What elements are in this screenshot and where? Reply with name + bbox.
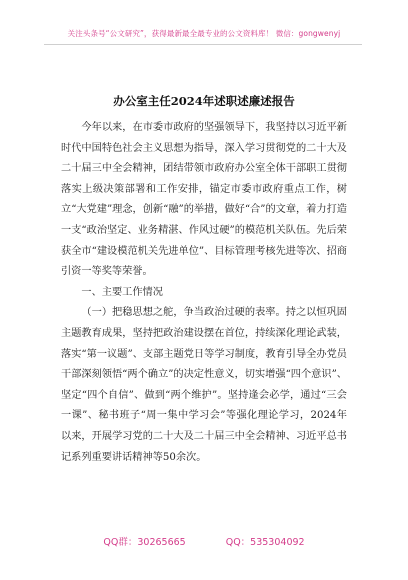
header-divider	[44, 44, 362, 45]
header-banner: 关注头条号“公文研究”，获得最新最全最专业的公文资料库！ 微信：gongwenyj	[67, 29, 341, 38]
footer-qq-number: QQ：535304092	[225, 537, 305, 548]
document-title: 办公室主任2024年述职述廉述报告	[113, 94, 295, 108]
intro-paragraph: 今年以来，在市委市政府的坚强领导下，我坚持以习近平新时代中国特色社会主义思想为指导，深入学习贯彻党的二十大及二十届三中全会精神，团结带领市政府办公室全体干部职工贯彻落实上级决策部署和工作安排，锚定市委市政府重点工作，树立“大党建”理念，创新“融”的举措，做好“合”的文章，着力打造一支“政治坚定、业务精湛、作风过硬”的模范机关队伍。先后荣获全市“建设模范机关先进单位”、目标管理考核先进等次、招商引资一等奖等荣誉。	[61, 122, 347, 278]
section-heading-1: 一、主要工作情况	[81, 286, 163, 298]
document-body	[61, 118, 347, 468]
footer-qq-group: QQ群：30265665	[103, 537, 186, 548]
footer-contact	[0, 534, 408, 548]
subsection-paragraph-1: （一）把稳思想之舵，争当政治过硬的表率。持之以恒巩固主题教育成果，坚持把政治建设摆在首位，持续深化理论武装，落实“第一议题”、支部主题党日等学习制度，教育引导全办党员干部深刻领悟“两个确立”的决定性意义，切实增强“四个意识”、坚定“四个自信”、做到“两个维护”。坚持逢会必学，通过“三会一课”、秘书班子“周一集中学习会”等强化理论学习，2024年以来，开展学习党的二十大及二十届三中全会精神、习近平总书记系列重要讲话精神等50余次。	[61, 307, 347, 463]
